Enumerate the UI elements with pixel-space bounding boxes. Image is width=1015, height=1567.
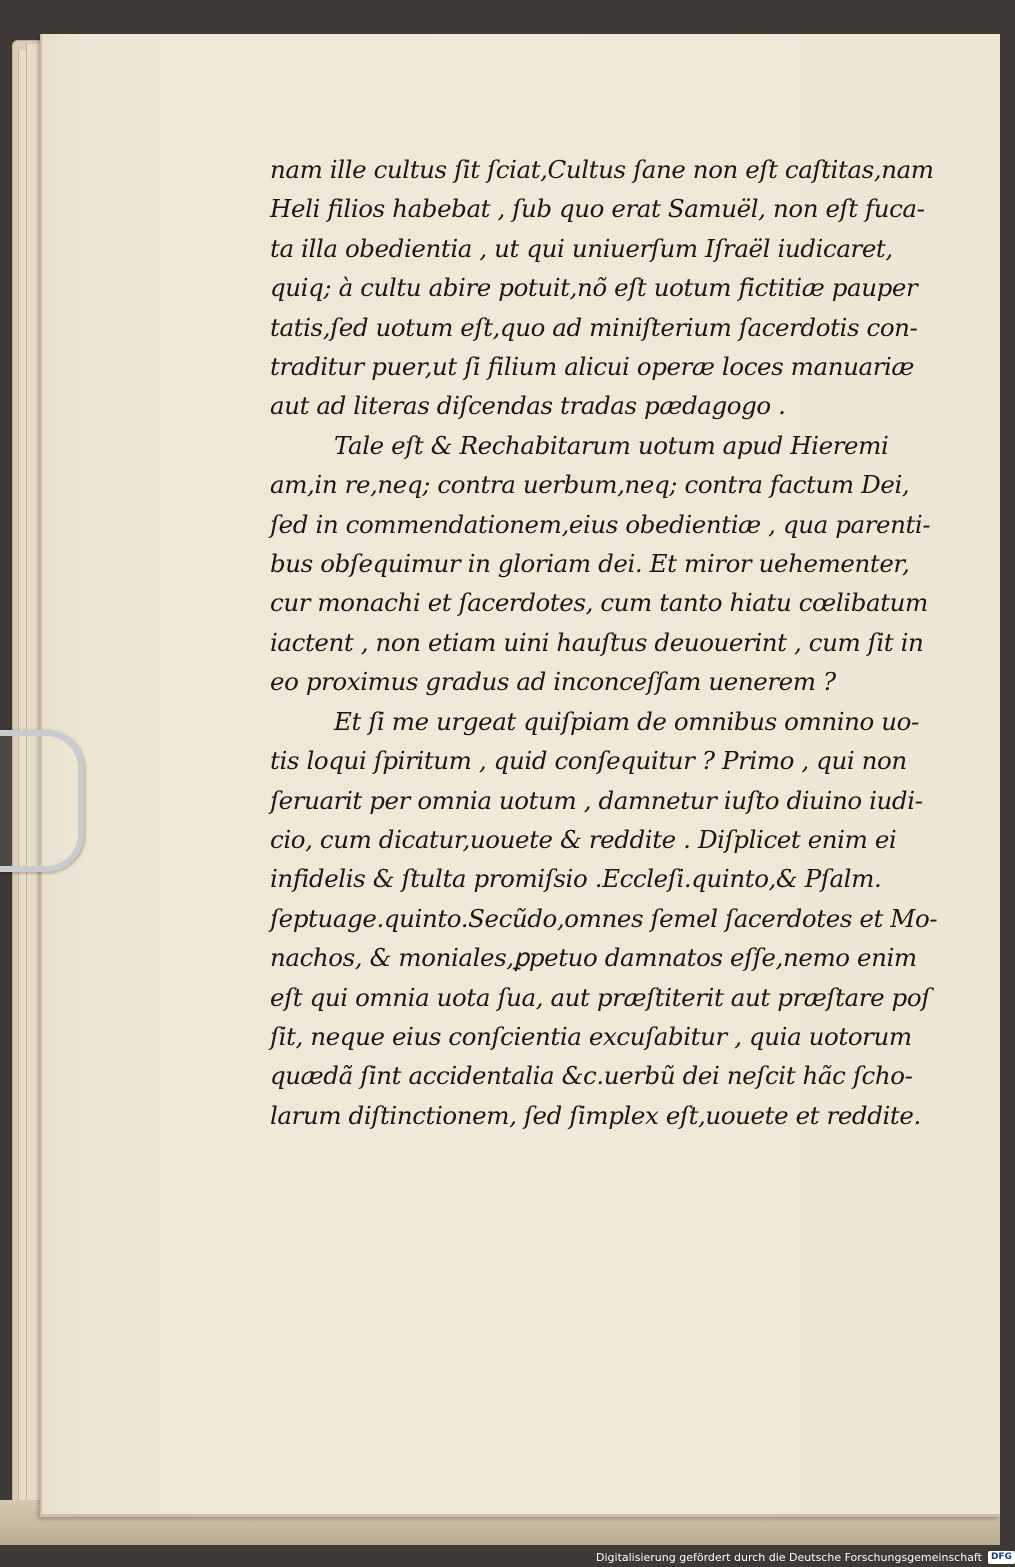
dfg-logo-badge: DFG bbox=[988, 1551, 1015, 1564]
text-line: ſit, neque eius conſcientia excuſabitur , quia uotorum bbox=[270, 1021, 912, 1051]
text-line: larum diſtinctionem, ſed ſimplex eſt,uouete et reddite. bbox=[270, 1100, 921, 1130]
text-line: traditur puer,ut ſi filium alicui operæ loces manuariæ bbox=[270, 352, 915, 382]
text-line: cio, cum dicatur,uouete & reddite . Diſplicet enim ei bbox=[270, 824, 897, 854]
text-line: quædã ſint accidentalia &c.uerbũ dei neſcit hãc ſcho- bbox=[270, 1061, 913, 1091]
text-line: quiq; à cultu abire potuit,nõ eſt uotum fictitiæ pauper bbox=[270, 273, 918, 303]
credit-text: Digitalisierung gefördert durch die Deutsche Forschungsgemeinschaft bbox=[596, 1550, 982, 1564]
page-text bbox=[270, 150, 938, 1135]
text-line: infidelis & ſtulta promiſsio .Eccleſi.quinto,& Pſalm. bbox=[270, 864, 882, 894]
text-line: eo proximus gradus ad inconceſſam uenerem ? bbox=[270, 667, 836, 697]
text-line: bus obſequimur in gloriam dei. Et miror uehementer, bbox=[270, 549, 910, 579]
text-line: nachos, & moniales,ꝑpetuo damnatos eſſe,nemo enim bbox=[270, 943, 917, 973]
text-line: ta illa obedientia , ut qui uniuerſum Iſraël iudicaret, bbox=[270, 233, 893, 263]
text-line: ſeptuage.quinto.Secũdo,omnes ſemel ſacerdotes et Mo- bbox=[270, 903, 938, 933]
text-line: tis loqui ſpiritum , quid conſequitur ? Primo , qui non bbox=[270, 746, 907, 776]
text-line: Heli filios habebat , ſub quo erat Samuël, non eſt fuca- bbox=[270, 194, 925, 224]
paper-clip bbox=[0, 730, 84, 872]
text-line: iactent , non etiam uini hauſtus deuouerint , cum ſit in bbox=[270, 627, 924, 657]
text-line: Tale eſt & Rechabitarum uotum apud Hieremi bbox=[334, 430, 889, 460]
paragraph-2 bbox=[270, 426, 931, 702]
text-line: Et ſi me urgeat quiſpiam de omnibus omnino uo- bbox=[334, 706, 919, 736]
text-line: am,in re,neq; contra uerbum,neq; contra factum Dei, bbox=[270, 470, 910, 500]
text-line: eſt qui omnia uota ſua, aut præſtiterit aut præſtare poſ bbox=[270, 982, 930, 1012]
text-line: ſeruarit per omnia uotum , damnetur iuſto diuino iudi- bbox=[270, 785, 923, 815]
text-line: nam ille cultus ſit ſciat,Cultus ſane non eſt caſtitas,nam bbox=[270, 155, 934, 184]
digitization-credit bbox=[596, 1549, 1015, 1565]
paragraph-3 bbox=[270, 702, 938, 1135]
paragraph-1 bbox=[270, 150, 934, 426]
text-line: aut ad literas diſcendas tradas pædagogo . bbox=[270, 391, 786, 421]
text-line: tatis,ſed uotum eſt,quo ad miniſterium ſacerdotis con- bbox=[270, 312, 918, 342]
text-line: ſed in commendationem,eius obedientiæ , qua parenti- bbox=[270, 509, 931, 539]
text-line: cur monachi et ſacerdotes, cum tanto hiatu cœlibatum bbox=[270, 588, 928, 618]
